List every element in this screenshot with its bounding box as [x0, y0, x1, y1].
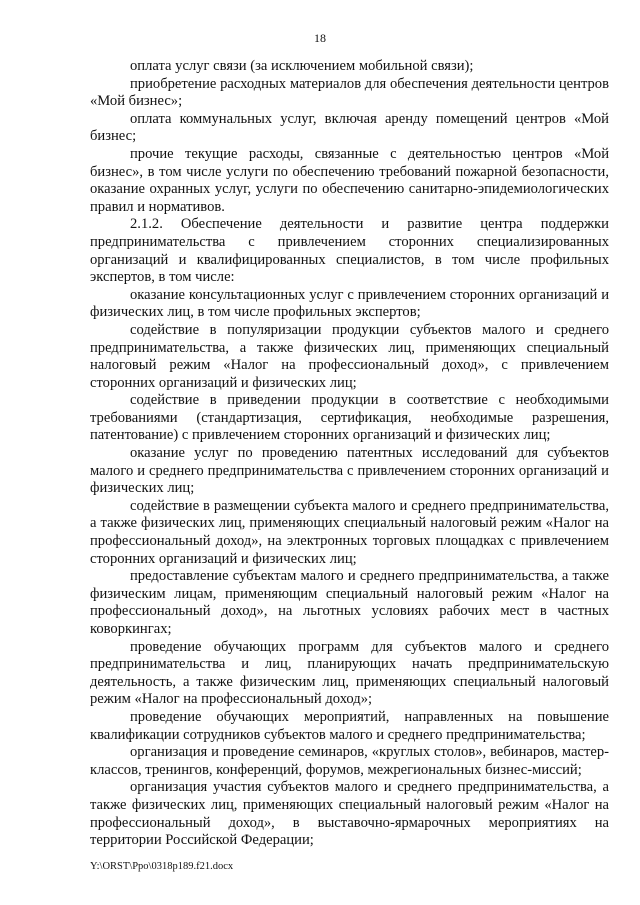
paragraph: оказание услуг по проведению патентных исследований для субъектов малого и среднего предпринимательства с привлечением сторонних организаций и физических лиц; [90, 445, 609, 497]
document-body [90, 58, 609, 850]
paragraph: оказание консультационных услуг с привлечением сторонних организаций и физических лиц, в том числе профильных экспертов; [90, 286, 609, 321]
paragraph: организация и проведение семинаров, «круглых столов», вебинаров, мастер-классов, тренингов, конференций, форумов, межрегиональных бизнес-миссий; [90, 744, 609, 778]
paragraph: организация участия субъектов малого и среднего предпринимательства, а также физических лиц, применяющих специальный налоговый режим «Налог на профессиональный доход», в выставочно-ярмарочных мероприятиях на территории Российской Федерации; [90, 779, 609, 849]
paragraph: содействие в приведении продукции в соответствие с необходимыми требованиями (стандартизация, сертификация, необходимые разрешения, патентование) с привлечением сторонних организаций и физических лиц; [90, 392, 609, 444]
paragraph: проведение обучающих мероприятий, направленных на повышение квалификации сотрудников субъектов малого и среднего предпринимательства; [90, 708, 609, 743]
paragraph: приобретение расходных материалов для обеспечения деятельности центров «Мой бизнес»; [90, 75, 609, 110]
paragraph: оплата коммунальных услуг, включая аренду помещений центров «Мой бизнес; [90, 110, 609, 145]
paragraph: предоставление субъектам малого и среднего предпринимательства, а также физическим лицам, применяющим специальный налоговый режим «Налог на профессиональный доход», на льготных условиях рабочих мест в частных коворкингах; [90, 568, 609, 637]
paragraph: прочие текущие расходы, связанные с деятельностью центров «Мой бизнес», в том числе услуги по обеспечению требований пожарной безопасности, оказание охранных услуг, услуги по обеспечению санитарно-эпидемиологических правил и нормативов. [90, 145, 609, 215]
section-heading-paragraph: 2.1.2. Обеспечение деятельности и развитие центра поддержки предпринимательства с привлечением сторонних специализированных организаций и квалифицированных специалистов, в том числе профильных экспертов, в том числе: [90, 216, 609, 286]
footer-file-path: Y:\ORST\Ppo\0318p189.f21.docx [90, 861, 234, 872]
paragraph: содействие в размещении субъекта малого и среднего предпринимательства, а также физических лиц, применяющих специальный налоговый режим «Налог на профессиональный доход», на электронных торговых площадках с привлечением сторонних организаций и физических лиц; [90, 497, 609, 567]
paragraph: содействие в популяризации продукции субъектов малого и среднего предпринимательства, а также физических лиц, применяющих специальный налоговый режим «Налог на профессиональный доход», с привлечением сторонних организаций и физических лиц; [90, 321, 609, 391]
paragraph: проведение обучающих программ для субъектов малого и среднего предпринимательства и лиц, планирующих начать предпринимательскую деятельность, а также физическим лиц, применяющих специальный налоговый режим «Налог на профессиональный доход»; [90, 638, 609, 708]
page-number: 18 [314, 31, 326, 45]
paragraph: оплата услуг связи (за исключением мобильной связи); [130, 58, 474, 74]
